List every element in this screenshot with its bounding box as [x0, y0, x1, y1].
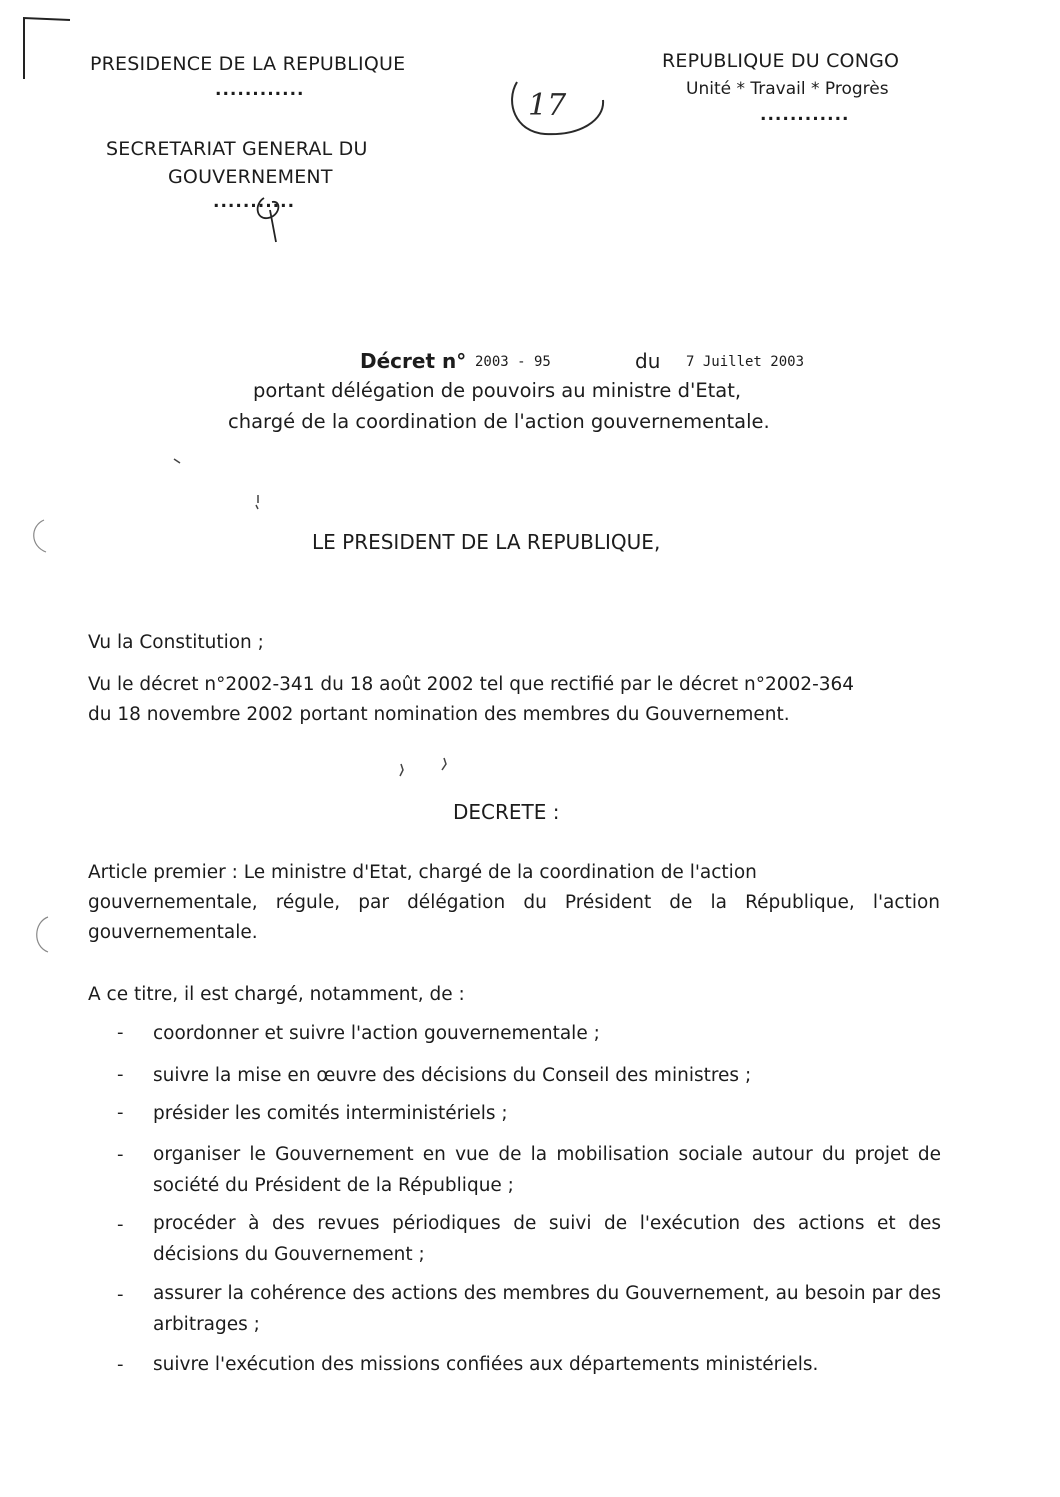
header-left-dots-2: ........... [213, 192, 296, 212]
decret-date: 7 Juillet 2003 [686, 354, 805, 370]
header-secretariat: SECRETARIAT GENERAL DU [106, 138, 368, 160]
bullet-marker: - [117, 1102, 124, 1123]
list-item: procéder à des revues périodiques de suivi de l'exécution des actions et des décisions du Gouvernement ; [153, 1213, 941, 1265]
decrete-heading: DECRETE : [453, 800, 560, 824]
article-premier-line-2: gouvernementale, régule, par délégation du Président de la République, l'action [88, 892, 940, 913]
decret-title-line-3: chargé de la coordination de l'action gouvernementale. [228, 410, 770, 433]
charge-intro: A ce titre, il est chargé, notamment, de : [88, 984, 465, 1005]
bullet-marker: - [117, 1144, 124, 1165]
bullet-marker: - [117, 1064, 124, 1085]
bullet-marker: - [117, 1284, 124, 1305]
bullet-marker: - [117, 1022, 124, 1043]
list-item: présider les comités interministériels ; [153, 1103, 508, 1124]
bullet-marker: - [117, 1354, 124, 1375]
article-premier-label: Article premier [88, 862, 226, 883]
decret-label: Décret n° [360, 349, 467, 373]
article-premier-text-1: : Le ministre d'Etat, chargé de la coordination de l'action [231, 862, 757, 883]
handwritten-number: 17 [528, 88, 567, 123]
article-premier-line-3: gouvernementale. [88, 922, 258, 943]
handwritten-initial-mark [252, 190, 302, 250]
list-item: suivre la mise en œuvre des décisions du Conseil des ministres ; [153, 1065, 752, 1086]
list-item: assurer la cohérence des actions des membres du Gouvernement, au besoin par des arbitrages ; [153, 1283, 941, 1335]
decret-title-line-2: portant délégation de pouvoirs au ministre d'Etat, [253, 379, 742, 402]
header-republique-congo: REPUBLIQUE DU CONGO [662, 50, 900, 72]
president-heading: LE PRESIDENT DE LA REPUBLIQUE, [312, 530, 661, 554]
vu-decret-line-1: Vu le décret n°2002-341 du 18 août 2002 tel que rectifié par le décret n°2002-364 [88, 674, 855, 695]
corner-bracket-mark [18, 14, 78, 84]
list-item: suivre l'exécution des missions confiées aux départements ministériels. [153, 1354, 819, 1375]
decret-number: 2003 - 95 [475, 354, 551, 370]
header-left-dots: ............ [215, 80, 305, 100]
header-right-dots: ............ [760, 105, 850, 125]
header-presidence: PRESIDENCE DE LA REPUBLIQUE [90, 53, 406, 75]
list-item: organiser le Gouvernement en vue de la mobilisation sociale autour du projet de société du Président de la République ; [153, 1144, 941, 1196]
decret-du-label: du [635, 349, 661, 373]
article-premier-line-1 [88, 858, 940, 887]
list-item: coordonner et suivre l'action gouvernementale ; [153, 1023, 600, 1044]
header-gouvernement: GOUVERNEMENT [168, 166, 333, 188]
vu-decret-line-2: du 18 novembre 2002 portant nomination des membres du Gouvernement. [88, 704, 790, 725]
header-motto: Unité * Travail * Progrès [686, 79, 889, 99]
bullet-marker: - [117, 1214, 124, 1235]
vu-constitution: Vu la Constitution ; [88, 632, 264, 653]
